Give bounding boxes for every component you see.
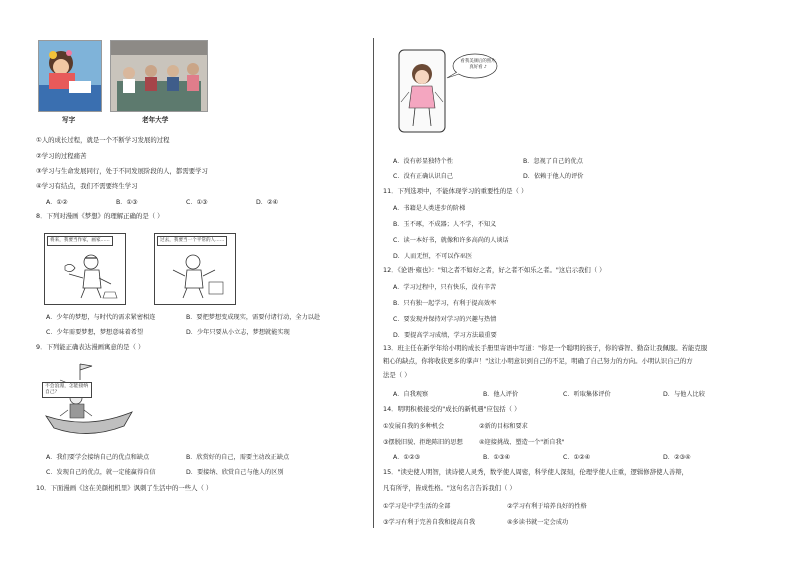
q12-option-a[interactable]: A．学习过程中，只有快乐，没有辛苦 (393, 284, 497, 291)
q15-statement-1: ①学习是中学生活的全部 (383, 503, 451, 510)
q8-option-c[interactable]: C．少年需要梦想，梦想意味着希望 (46, 329, 144, 336)
photo-caption-senior-university: 老年大学 (142, 116, 169, 124)
column-divider (373, 38, 374, 528)
photo-caption-writing: 写字 (62, 116, 76, 124)
q10-comic-bubble: 看我美颜后的照片 真好看 ♪ (460, 59, 496, 70)
q9-boat-illustration (40, 360, 138, 444)
q15-stem-line-2: 凡有所学，皆成性格。"这句名言告诉我们（ ） (383, 484, 516, 492)
q15-statement-4: ④多读书就一定会成功 (507, 519, 569, 526)
q11-option-c[interactable]: C．读一本好书，就像和许多高尚的人谈话 (393, 237, 509, 244)
q14-stem: 14．明明积极接受的"成长的新机遇"应包括（ ） (383, 405, 521, 413)
q14-statement-4: ④迎接挑战、塑造一个"新自我" (479, 439, 565, 446)
photo-classroom-illustration (111, 41, 207, 111)
q12-option-d[interactable]: D．要提高学习成绩，学习方法最重要 (393, 332, 497, 339)
q14-option-c[interactable]: C．①②④ (563, 454, 591, 461)
statement-1: ①人的成长过程，就是一个不断学习发展的过程 (36, 136, 170, 144)
q11-option-b[interactable]: B．玉不琢，不成器；人不学，不知义 (393, 221, 497, 228)
q13-option-b[interactable]: B．他人评价 (483, 391, 519, 398)
statement-4: ④学习有结点，我们不需要终生学习 (36, 182, 138, 190)
q13-stem-line-1: 13．班主任在新学年给小明的成长手册里寄语中写道："你是一个聪明的孩子，你的睿智、勤奋让我佩服。若能克服 (383, 344, 708, 352)
photo-writing-illustration (39, 41, 101, 111)
q14-statement-1: ①发展自我的多种机会 (383, 423, 445, 430)
q9-option-b[interactable]: B．欣赏好的自己，需要主动改正缺点 (186, 454, 290, 461)
q11-option-d[interactable]: D．人而无恒，不可以作巫医 (393, 253, 473, 260)
q10-option-d[interactable]: D．依赖于他人的评价 (523, 173, 584, 180)
q8-stem: 8．下列对漫画《梦想》的理解正确的是（ ） (36, 212, 164, 220)
q13-stem-line-3: 法是（ ） (383, 371, 411, 379)
q8-option-b[interactable]: B．要把梦想变成现实，需要付诸行动，全力以赴 (186, 314, 321, 321)
q8-cartoon-right (154, 233, 236, 305)
q8-cartoon-left-bubble: 将来，我要当作家，画家…… (47, 236, 113, 246)
q11-stem: 11．下列选项中，不能体现学习的重要性的是（ ） (383, 187, 528, 195)
q14-statement-3: ③摆脱旧貌、拒绝陈旧的思想 (383, 439, 463, 446)
q12-stem: 12．《论语·雍也》："知之者不如好之者，好之者不如乐之者。"这启示我们（ ） (383, 266, 606, 274)
q14-option-d[interactable]: D．②③④ (663, 454, 691, 461)
photo-writing-child (38, 40, 102, 112)
prev-option-c[interactable]: C．①③ (186, 199, 208, 206)
q11-option-a[interactable]: A．书籍是人类进步的阶梯 (393, 205, 466, 212)
q8-boy-dreaming-illustration (45, 234, 125, 304)
q9-cartoon (40, 360, 138, 444)
q15-statement-2: ②学习有利于培养良好的性格 (507, 503, 587, 510)
q10-comic (395, 46, 505, 142)
q10-option-a[interactable]: A．没有彰显独特个性 (393, 158, 453, 165)
q15-stem-line-1: 15．"读史使人明智，读诗使人灵秀，数学使人周密，科学使人深刻，伦理学使人庄重，逻辑修辞使人善辩， (383, 468, 689, 476)
q9-option-c[interactable]: C．发现自己的优点，就一定能赢得自信 (46, 469, 156, 476)
photo-senior-university (110, 40, 208, 112)
q8-cartoon-right-bubble: 过去，我要当一个平常的人…… (157, 236, 227, 246)
statement-2: ②学习的过程痛苦 (36, 152, 87, 160)
q10-option-c[interactable]: C．没有正确认识自己 (393, 173, 454, 180)
prev-option-a[interactable]: A．①② (46, 199, 68, 206)
q12-option-c[interactable]: C．要发现并保持对学习的兴趣与热情 (393, 316, 497, 323)
q10-stem: 10．下面漫画《这在美颜相机里》讽刺了生活中的一些人（ ） (36, 484, 213, 492)
q13-stem-line-2: 粗心的缺点，你将收获更多的掌声！"这让小明意识到自己的不足，明确了自己努力的方向。小明认识自己的方 (383, 357, 693, 365)
q8-option-a[interactable]: A．少年的梦想，与时代的需求紧密相连 (46, 314, 156, 321)
q13-option-c[interactable]: C．听取集体评价 (563, 391, 611, 398)
q14-statement-2: ②新的目标和要求 (479, 423, 528, 430)
q13-option-d[interactable]: D．与他人比较 (663, 391, 705, 398)
q12-option-b[interactable]: B．只有独一起学习，有利于提高效率 (393, 300, 497, 307)
q14-option-a[interactable]: A．①②③ (393, 454, 421, 461)
q9-cartoon-bubble: 不会浪漫，怎能接纳自己？ (42, 382, 92, 398)
prev-option-b[interactable]: B．①③ (116, 199, 138, 206)
q9-option-d[interactable]: D．要接纳、欣赏自己与他人的区别 (186, 469, 284, 476)
q14-option-b[interactable]: B．①③④ (483, 454, 511, 461)
prev-option-d[interactable]: D．②④ (256, 199, 279, 206)
q9-option-a[interactable]: A．我们要学会接纳自己的优点和缺点 (46, 454, 150, 461)
q10-option-b[interactable]: B．忽视了自己的优点 (523, 158, 583, 165)
q8-option-d[interactable]: D．少年只要从小立志，梦想就能实现 (186, 329, 290, 336)
q8-cartoon-left (44, 233, 126, 305)
q13-option-a[interactable]: A．自我观察 (393, 391, 429, 398)
q9-stem: 9．下列能正确表达漫画寓意的是（ ） (36, 343, 145, 351)
q15-statement-3: ③学习有利于完善自我和提高自我 (383, 519, 476, 526)
statement-3: ③学习与生命发展同行，处于不同发展阶段的人，都需要学习 (36, 167, 208, 175)
q8-man-shrugging-illustration (155, 234, 235, 304)
